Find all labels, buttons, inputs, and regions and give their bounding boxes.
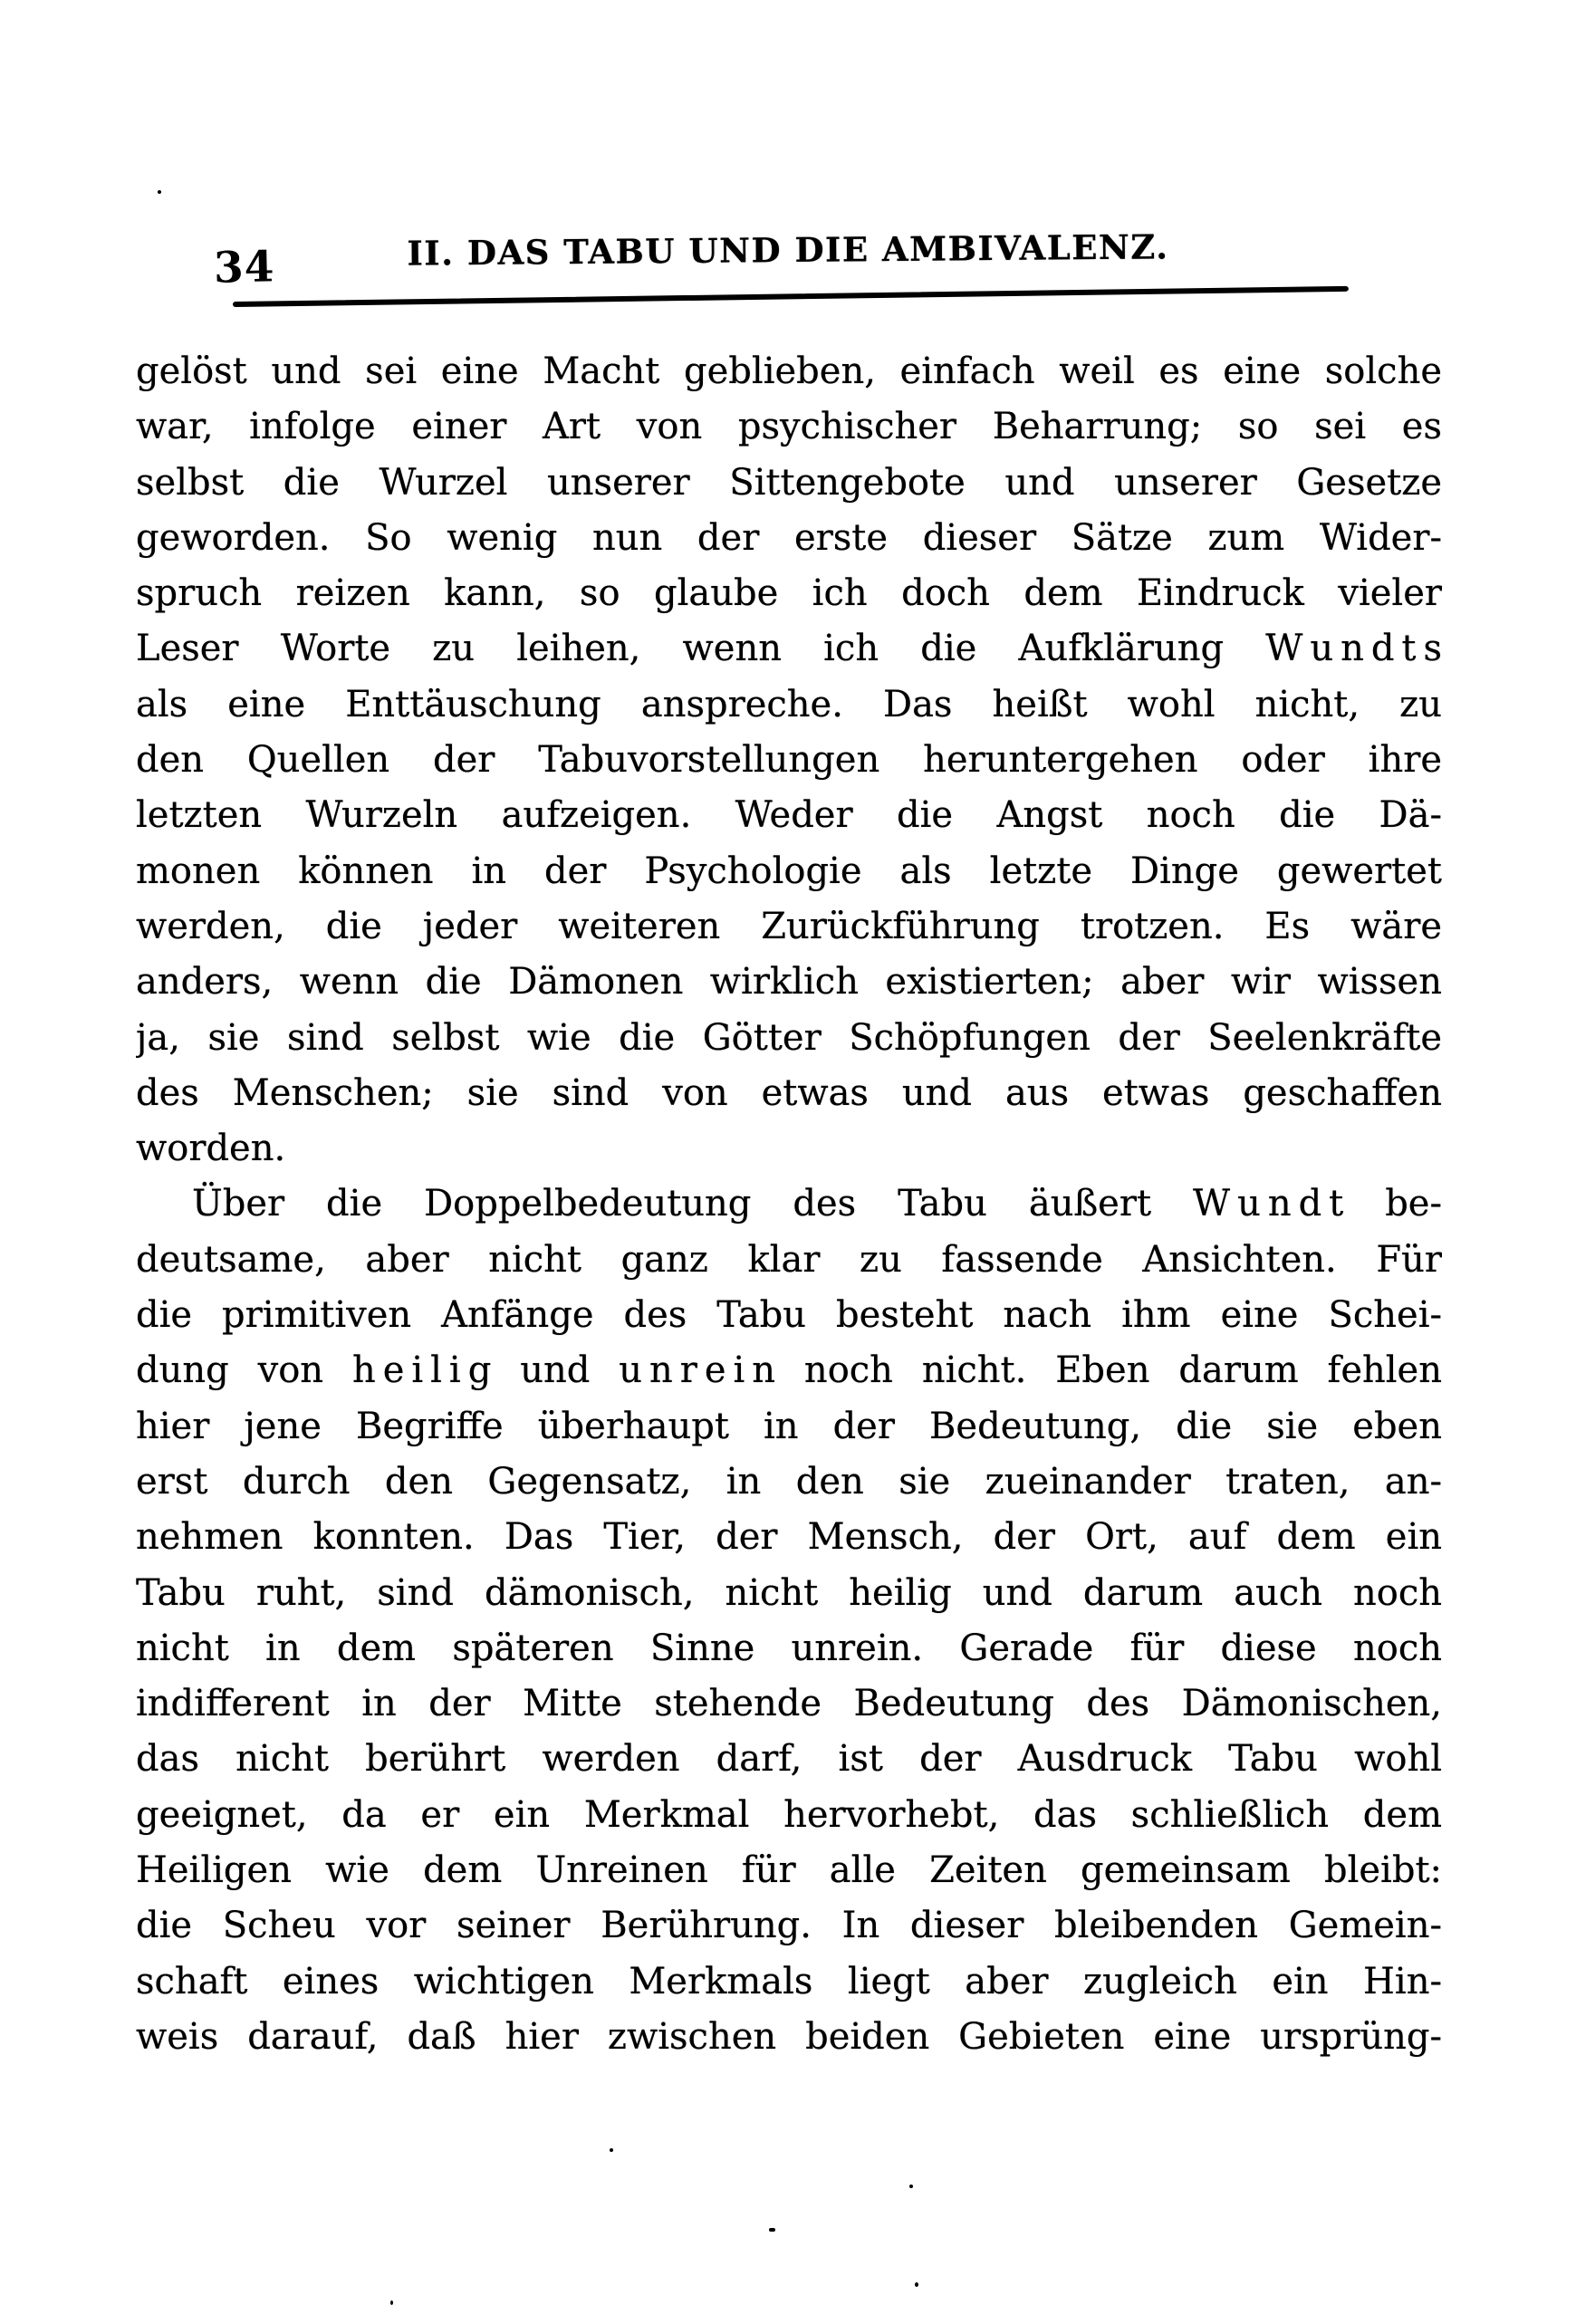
- text-line: geeignet, da er ein Merkmal hervorhebt, das schließlich dem: [136, 1793, 1442, 1836]
- text-line: Leser Worte zu leihen, wenn ich die Aufklärung W u n d t s: [136, 628, 1442, 670]
- text-line-paragraph-start: Über die Doppelbedeutung des Tabu äußert W u n d t be-: [192, 1183, 1442, 1225]
- text-line: gelöst und sei eine Macht geblieben, einfach weil es eine solche: [136, 351, 1442, 392]
- scan-speck: [915, 2282, 918, 2287]
- running-head-title: II. DAS TABU UND DIE AMBIVALENZ.: [407, 226, 1169, 274]
- text-line: geworden. So wenig nun der erste dieser Sätze zum Wider-: [136, 516, 1442, 559]
- text-line: werden, die jeder weiteren Zurückführung trotzen. Es wäre: [136, 905, 1442, 947]
- text-line: war, infolge einer Art von psychischer Beharrung; so sei es: [136, 406, 1442, 448]
- text-line: schaft eines wichtigen Merkmals liegt aber zugleich ein Hin-: [136, 1960, 1442, 2002]
- text-line: Heiligen wie dem Unreinen für alle Zeiten gemeinsam bleibt:: [136, 1849, 1442, 1892]
- text-line: als eine Enttäuschung anspreche. Das heißt wohl nicht, zu: [136, 683, 1442, 725]
- text-line: die primitiven Anfänge des Tabu besteht nach ihm eine Schei-: [136, 1294, 1442, 1337]
- text-line: indifferent in der Mitte stehende Bedeutung des Dämonischen,: [136, 1683, 1442, 1725]
- text-line: dung von h e i l i g und u n r e i n noch nicht. Eben darum fehlen: [136, 1349, 1442, 1392]
- text-line: Tabu ruht, sind dämonisch, nicht heilig und darum auch noch: [136, 1571, 1442, 1614]
- text-line: spruch reizen kann, so glaube ich doch dem Eindruck vieler: [136, 572, 1442, 615]
- text-line: den Quellen der Tabuvorstellungen heruntergehen oder ihre: [136, 739, 1442, 782]
- header-rule: [233, 286, 1349, 307]
- body-text: [136, 344, 1442, 2065]
- text-line: anders, wenn die Dämonen wirklich existierten; aber wir wissen: [136, 961, 1442, 1004]
- text-line: monen können in der Psychologie als letzte Dinge gewertet: [136, 850, 1442, 892]
- text-line-paragraph-end: worden.: [136, 1128, 286, 1170]
- scan-speck: [610, 2148, 613, 2152]
- text-line: die Scheu vor seiner Berührung. In dieser bleibenden Gemein-: [136, 1905, 1442, 1947]
- text-line: nehmen konnten. Das Tier, der Mensch, der Ort, auf dem ein: [136, 1516, 1442, 1559]
- text-line: erst durch den Gegensatz, in den sie zueinander traten, an-: [136, 1460, 1442, 1503]
- text-line: letzten Wurzeln aufzeigen. Weder die Angst noch die Dä-: [136, 794, 1442, 837]
- text-line: weis darauf, daß hier zwischen beiden Gebieten eine ursprüng-: [136, 2015, 1442, 2058]
- text-line: deutsame, aber nicht ganz klar zu fassende Ansichten. Für: [136, 1238, 1442, 1281]
- text-line: des Menschen; sie sind von etwas und aus etwas geschaffen: [136, 1071, 1442, 1114]
- text-line: hier jene Begriffe überhaupt in der Bedeutung, die sie eben: [136, 1405, 1442, 1447]
- text-line: ja, sie sind selbst wie die Götter Schöpfungen der Seelenkräfte: [136, 1016, 1442, 1059]
- scan-speck: [390, 2300, 393, 2305]
- text-line: das nicht berührt werden darf, ist der Ausdruck Tabu wohl: [136, 1738, 1442, 1781]
- text-line: selbst die Wurzel unserer Sittengebote und unserer Gesetze: [136, 461, 1442, 504]
- text-line: nicht in dem späteren Sinne unrein. Gerade für diese noch: [136, 1627, 1442, 1669]
- page-number: 34: [213, 242, 275, 293]
- scan-speck: [769, 2228, 775, 2232]
- scan-speck: [158, 190, 161, 194]
- scan-speck: [909, 2185, 913, 2188]
